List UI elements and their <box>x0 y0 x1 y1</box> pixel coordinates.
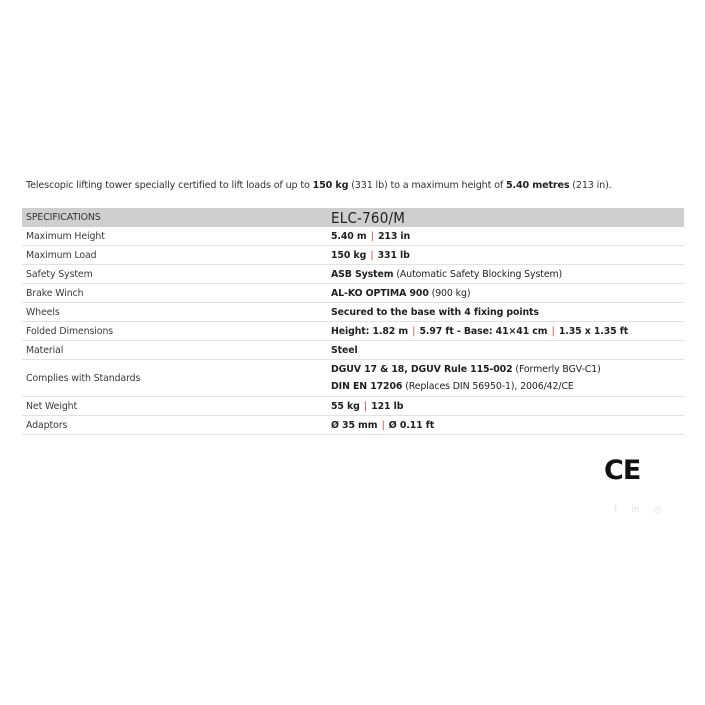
pinterest-icon[interactable]: ◎ <box>653 505 662 515</box>
specifications-heading: SPECIFICATIONS <box>22 208 327 227</box>
model-name: ELC-760/M <box>327 208 684 227</box>
table-row <box>22 416 684 435</box>
spec-value: Secured to the base with 4 fixing points <box>327 303 684 322</box>
spec-value: Ø 35 mm | Ø 0.11 ft <box>327 416 684 435</box>
spec-label: Brake Winch <box>22 284 327 303</box>
description-text: Telescopic lifting tower specially certified to lift loads of up to <box>26 180 313 191</box>
description-height: 5.40 metres <box>505 180 570 191</box>
spec-value: 150 kg | 331 lb <box>327 246 684 265</box>
spec-label: Folded Dimensions <box>22 322 327 341</box>
spec-label: Maximum Load <box>22 246 327 265</box>
spec-value: 55 kg | 121 lb <box>327 397 684 416</box>
spec-label: Material <box>22 341 327 360</box>
table-header <box>22 208 684 227</box>
spec-label: Complies with Standards <box>22 360 327 397</box>
table-row <box>22 303 684 322</box>
specifications-table <box>22 208 684 435</box>
spec-label: Maximum Height <box>22 227 327 246</box>
spec-value: AL-KO OPTIMA 900 (900 kg) <box>327 284 684 303</box>
description-load: 150 kg <box>312 180 349 191</box>
spec-value: ASB System (Automatic Safety Blocking System) <box>327 265 684 284</box>
table-row <box>22 341 684 360</box>
share-icons <box>614 505 661 515</box>
spec-value: 5.40 m | 213 in <box>327 227 684 246</box>
table-row <box>22 284 684 303</box>
description-text: (331 lb) to a maximum height of <box>348 180 506 191</box>
table-row <box>22 246 684 265</box>
table-row <box>22 360 684 397</box>
spec-label: Adaptors <box>22 416 327 435</box>
table-row <box>22 397 684 416</box>
spec-label: Safety System <box>22 265 327 284</box>
facebook-icon[interactable]: f <box>614 505 618 515</box>
table-row <box>22 265 684 284</box>
spec-value: Steel <box>327 341 684 360</box>
spec-label: Wheels <box>22 303 327 322</box>
product-description <box>26 180 686 191</box>
table-row <box>22 322 684 341</box>
table-row <box>22 227 684 246</box>
ce-mark-icon: CE <box>604 455 641 486</box>
spec-value: DGUV 17 & 18, DGUV Rule 115-002 (Formerly BGV-C1) DIN EN 17206 (Replaces DIN 56950-1), 2006/42/CE <box>327 360 684 397</box>
description-text: (213 in). <box>569 180 612 191</box>
spec-label: Net Weight <box>22 397 327 416</box>
spec-value: Height: 1.82 m | 5.97 ft - Base: 41×41 cm | 1.35 x 1.35 ft <box>327 322 684 341</box>
linkedin-icon[interactable]: in <box>631 505 640 515</box>
